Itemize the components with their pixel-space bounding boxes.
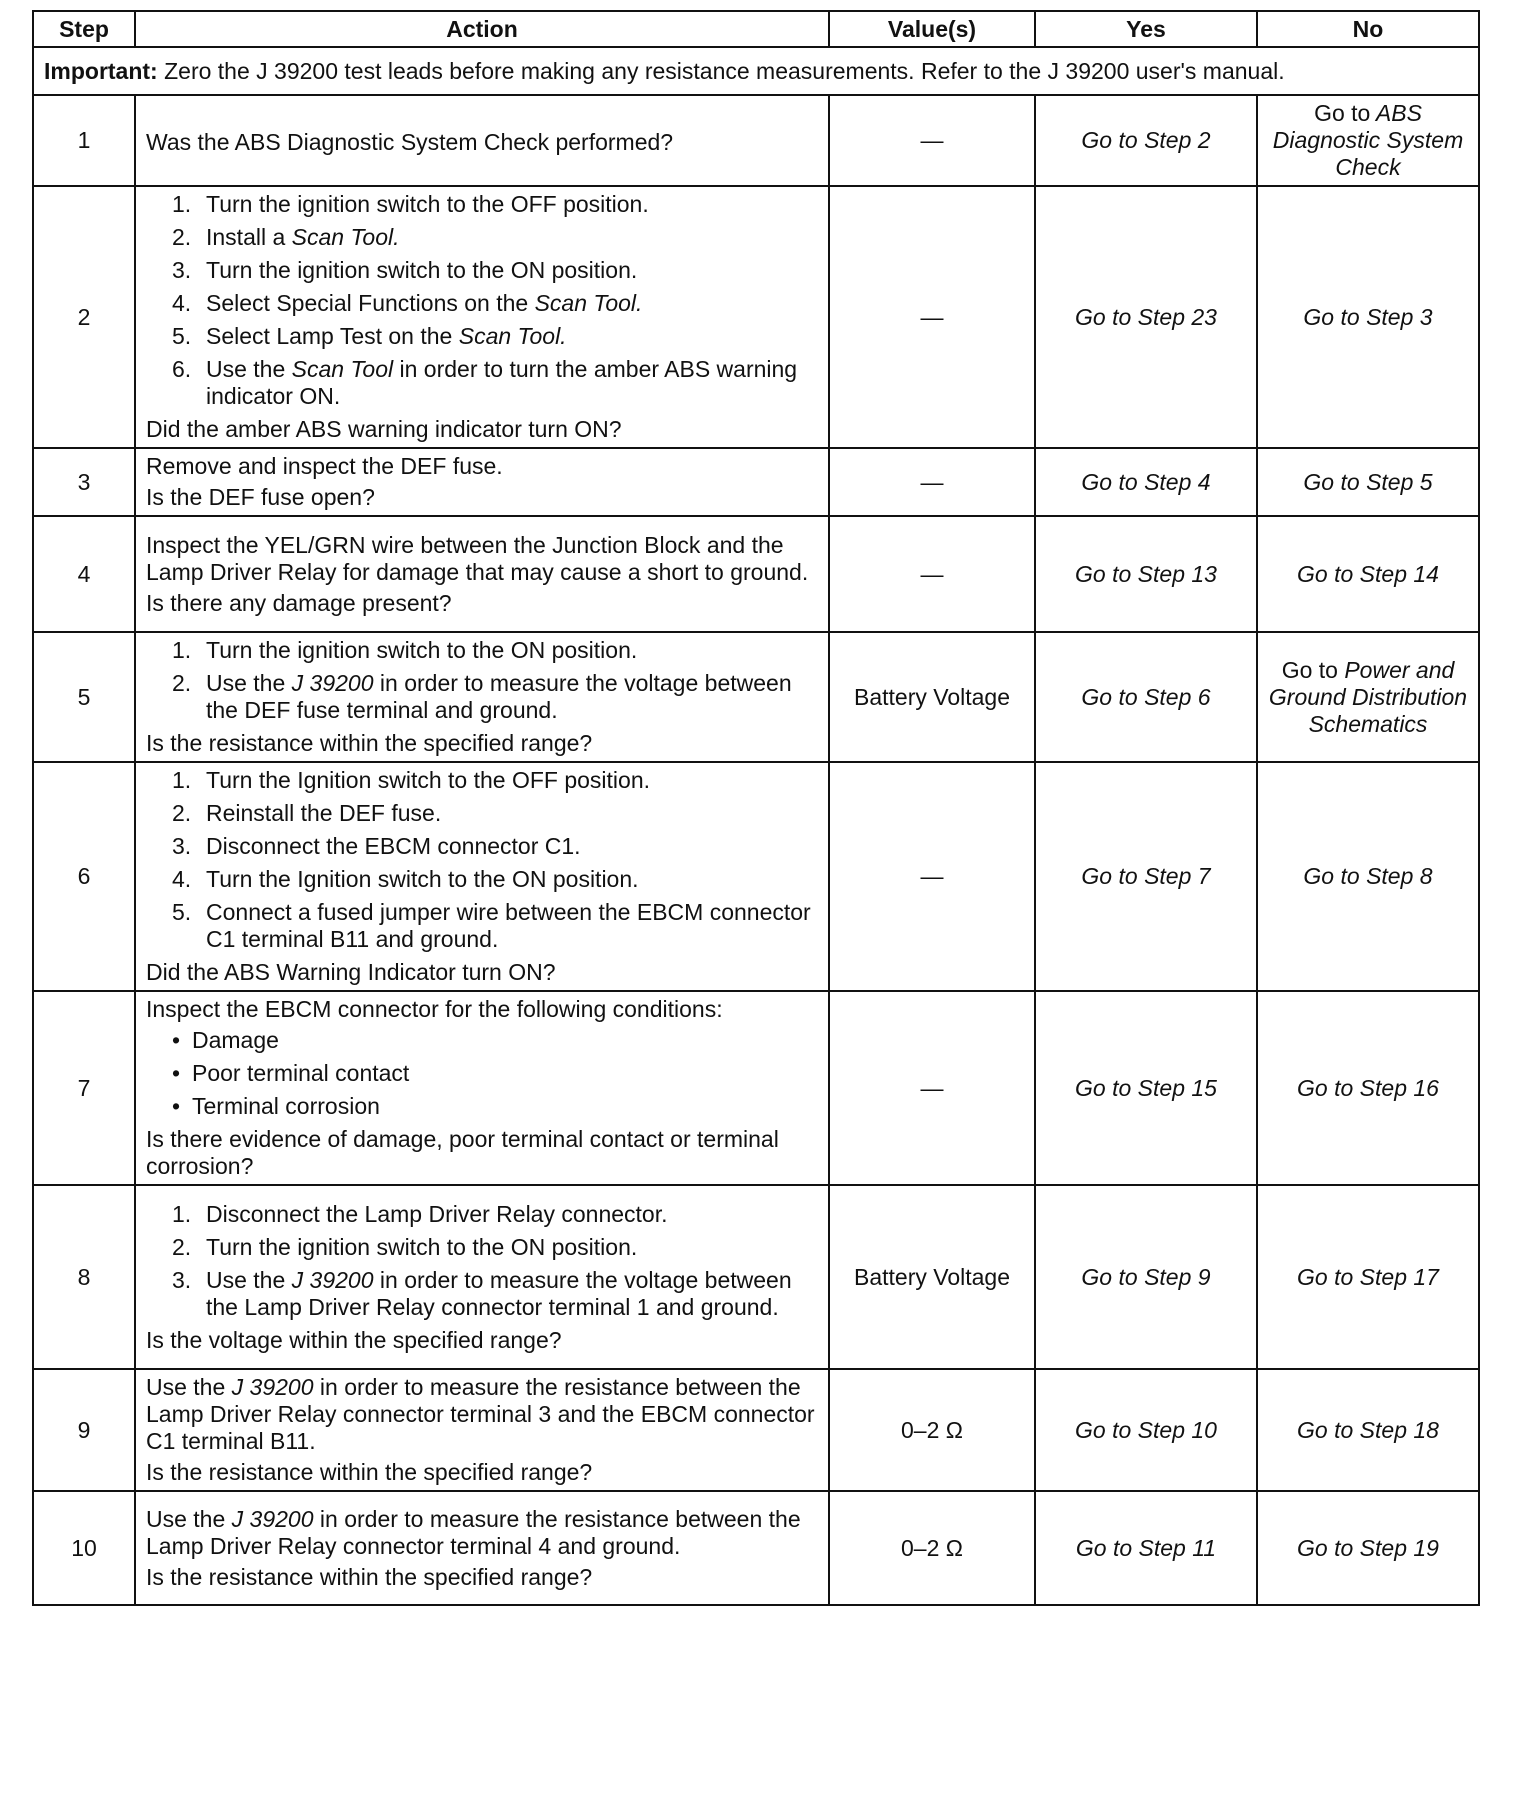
table-row: [33, 1185, 1479, 1369]
item-text: Turn the ignition switch to the ON position.: [206, 637, 638, 663]
procedure-list: [146, 1201, 818, 1321]
intro-text: in order to measure the resistance between the Lamp Driver Relay connector terminal 3 and the EBCM connector C1 terminal B11.: [146, 1374, 815, 1454]
action-question: Is the voltage within the specified range?: [146, 1326, 562, 1353]
diagnostic-table: [32, 10, 1480, 1606]
action-cell: [135, 516, 829, 632]
goto-target: Go to Step 8: [1303, 863, 1433, 889]
no-goto-link[interactable]: [1303, 469, 1432, 495]
action-question: Is the resistance within the specified range?: [146, 1459, 593, 1485]
table-row: [33, 186, 1479, 448]
item-number: 3.: [172, 257, 192, 283]
yes-goto-link[interactable]: Go to Step 11: [1075, 1534, 1217, 1561]
action-question: Is there evidence of damage, poor terminal contact or terminal corrosion?: [146, 1126, 779, 1179]
step-number: 3: [33, 448, 135, 516]
yes-cell: [1035, 632, 1257, 762]
procedure-item: [172, 866, 818, 893]
step-number: 10: [33, 1491, 135, 1605]
yes-cell: [1035, 1369, 1257, 1491]
action-intro: Remove and inspect the DEF fuse.: [146, 453, 503, 479]
yes-goto-link[interactable]: Go to Step 4: [1081, 468, 1211, 495]
yes-cell: [1035, 1185, 1257, 1369]
item-number: 4.: [172, 866, 192, 892]
step-number: 7: [33, 991, 135, 1185]
no-goto-link[interactable]: [1297, 1417, 1439, 1443]
action-cell: [135, 95, 829, 186]
no-cell: [1257, 1491, 1479, 1605]
goto-target: ABS Diagnostic System Check: [1272, 100, 1464, 180]
action-cell: [135, 1369, 829, 1491]
no-cell: [1257, 448, 1479, 516]
item-text: Turn the ignition switch to the OFF position.: [206, 191, 649, 217]
yes-goto-link[interactable]: Go to Step 2: [1081, 127, 1211, 153]
procedure-item: [172, 767, 818, 794]
yes-goto-link[interactable]: Go to Step 15: [1075, 1074, 1217, 1101]
item-text: Reinstall the DEF fuse.: [206, 800, 442, 826]
tool-name: J 39200: [291, 670, 374, 696]
item-number: 4.: [172, 290, 192, 316]
table-row: [33, 762, 1479, 991]
yes-goto-link[interactable]: Go to Step 9: [1081, 1263, 1211, 1290]
table-row: [33, 991, 1479, 1185]
action-intro: [146, 1506, 818, 1560]
action-question: Is the DEF fuse open?: [146, 484, 375, 510]
action-question: Did the ABS Warning Indicator turn ON?: [146, 959, 556, 985]
no-goto-link[interactable]: [1303, 304, 1432, 330]
table-row: [33, 516, 1479, 632]
procedure-item: [172, 833, 818, 860]
goto-target: Go to Step 14: [1297, 560, 1439, 587]
no-cell: [1257, 186, 1479, 448]
no-cell: [1257, 1369, 1479, 1491]
header-values: Value(s): [829, 11, 1035, 47]
goto-target: Go to Step 18: [1297, 1416, 1439, 1443]
value-cell: 0–2 Ω: [829, 1491, 1035, 1605]
goto-target: Go to Step 17: [1297, 1263, 1439, 1290]
item-text: Turn the ignition switch to the ON position.: [206, 1233, 638, 1260]
procedure-item: [172, 290, 818, 317]
condition-item: • Damage: [172, 1027, 818, 1054]
action-cell: [135, 991, 829, 1185]
procedure-item: [172, 1267, 818, 1321]
yes-cell: [1035, 448, 1257, 516]
no-cell: [1257, 1185, 1479, 1369]
goto-target: Power and Ground Distribution Schematics: [1268, 656, 1468, 737]
item-text: in order to measure the voltage between the Lamp Driver Relay connector terminal 1 and ground.: [206, 1266, 792, 1320]
item-number: 1.: [172, 637, 192, 663]
tool-name: J 39200: [291, 1266, 374, 1293]
action-question: Is the resistance within the specified range?: [146, 730, 593, 756]
step-number: 2: [33, 186, 135, 448]
no-goto-link[interactable]: [1297, 1075, 1439, 1101]
procedure-item: [172, 356, 818, 410]
value-cell: —: [829, 516, 1035, 632]
tool-name: Scan Tool.: [458, 323, 567, 349]
step-number: 9: [33, 1369, 135, 1491]
tool-name: Scan Tool: [291, 356, 394, 382]
action-question: Did the amber ABS warning indicator turn ON?: [146, 416, 622, 442]
item-text: Use the: [206, 1266, 286, 1293]
value-cell: 0–2 Ω: [829, 1369, 1035, 1491]
no-goto-link[interactable]: [1269, 657, 1467, 737]
no-goto-link[interactable]: [1297, 561, 1439, 587]
item-number: 1.: [172, 767, 192, 793]
item-text: Turn the ignition switch to the ON position.: [206, 257, 638, 283]
important-note-row: [33, 47, 1479, 95]
yes-cell: [1035, 186, 1257, 448]
table-row: [33, 1369, 1479, 1491]
procedure-item: [172, 1234, 818, 1261]
item-number: 3.: [172, 1266, 192, 1293]
procedure-list: [146, 767, 818, 953]
yes-goto-link[interactable]: Go to Step 6: [1081, 683, 1211, 710]
procedure-item: [172, 257, 818, 284]
header-yes: Yes: [1035, 11, 1257, 47]
action-cell: [135, 762, 829, 991]
value-cell: —: [829, 95, 1035, 186]
procedure-item: [172, 323, 818, 350]
tool-name: Scan Tool.: [291, 224, 400, 250]
item-number: 2.: [172, 224, 192, 250]
header-no: No: [1257, 11, 1479, 47]
yes-goto-link[interactable]: Go to Step 13: [1075, 560, 1217, 587]
item-text: in order to turn the amber ABS warning indicator ON.: [206, 356, 798, 409]
item-text: Use the: [206, 356, 286, 382]
step-number: 8: [33, 1185, 135, 1369]
intro-text: Use the: [146, 1505, 226, 1532]
item-number: 6.: [172, 356, 192, 382]
no-cell: [1257, 762, 1479, 991]
value-cell: —: [829, 991, 1035, 1185]
procedure-item: [172, 670, 818, 724]
step-number: 4: [33, 516, 135, 632]
tool-name: J 39200: [231, 1374, 314, 1400]
header-step: Step: [33, 11, 135, 47]
intro-text: Use the: [146, 1374, 226, 1400]
no-goto-link[interactable]: [1303, 863, 1432, 889]
header-row: [33, 11, 1479, 47]
item-text: Turn the Ignition switch to the ON position.: [206, 866, 639, 892]
action-cell: [135, 448, 829, 516]
step-number: 1: [33, 95, 135, 186]
action-cell: [135, 1491, 829, 1605]
condition-item: • Poor terminal contact: [172, 1060, 818, 1087]
tool-name: J 39200: [231, 1505, 314, 1532]
value-cell: —: [829, 448, 1035, 516]
action-cell: [135, 1185, 829, 1369]
procedure-item: [172, 1201, 818, 1228]
no-cell: [1257, 95, 1479, 186]
important-text: Zero the J 39200 test leads before making any resistance measurements. Refer to the J 39200 user's manual.: [164, 57, 1285, 84]
item-text: Use the: [206, 670, 286, 696]
goto-target: Go to Step 3: [1303, 303, 1433, 330]
item-number: 1.: [172, 1200, 192, 1227]
item-text: Connect a fused jumper wire between the EBCM connector C1 terminal B11 and ground.: [206, 899, 811, 952]
goto-target: Go to Step 16: [1297, 1074, 1439, 1101]
goto-prefix: Go to: [1281, 656, 1338, 683]
yes-goto-link[interactable]: Go to Step 23: [1075, 303, 1217, 330]
step-number: 6: [33, 762, 135, 991]
item-number: 5.: [172, 323, 192, 349]
item-number: 1.: [172, 191, 192, 217]
procedure-item: [172, 224, 818, 251]
item-number: 2.: [172, 1233, 192, 1260]
value-cell: Battery Voltage: [829, 1185, 1035, 1369]
action-question: Was the ABS Diagnostic System Check performed?: [146, 129, 674, 155]
yes-goto-link[interactable]: Go to Step 7: [1081, 863, 1211, 889]
item-text: in order to measure the voltage between the DEF fuse terminal and ground.: [206, 670, 792, 723]
condition-list: [146, 1027, 818, 1120]
item-number: 5.: [172, 899, 192, 925]
yes-cell: [1035, 516, 1257, 632]
yes-cell: [1035, 1491, 1257, 1605]
step-number: 5: [33, 632, 135, 762]
yes-cell: [1035, 762, 1257, 991]
tool-name: Scan Tool.: [534, 290, 643, 316]
action-intro: [146, 1374, 818, 1455]
action-cell: [135, 632, 829, 762]
no-cell: [1257, 991, 1479, 1185]
procedure-list: [146, 637, 818, 724]
procedure-item: [172, 637, 818, 664]
important-note: [33, 47, 1479, 95]
item-text: Turn the Ignition switch to the OFF position.: [206, 767, 651, 793]
yes-cell: [1035, 95, 1257, 186]
value-cell: —: [829, 186, 1035, 448]
item-number: 2.: [172, 800, 192, 826]
item-text: Disconnect the EBCM connector C1.: [206, 833, 581, 859]
goto-prefix: Go to: [1314, 100, 1371, 126]
table-row: [33, 448, 1479, 516]
procedure-item: [172, 800, 818, 827]
goto-target: Go to Step 5: [1303, 468, 1433, 495]
item-text: Install a: [206, 224, 286, 250]
item-number: 3.: [172, 833, 192, 859]
no-goto-link[interactable]: [1297, 1535, 1439, 1561]
value-cell: Battery Voltage: [829, 632, 1035, 762]
header-action: Action: [135, 11, 829, 47]
table-row: [33, 95, 1479, 186]
important-label: Important:: [44, 57, 158, 84]
action-intro: Inspect the EBCM connector for the following conditions:: [146, 996, 723, 1022]
procedure-item: [172, 899, 818, 953]
item-text: Select Lamp Test on the: [206, 323, 453, 349]
value-cell: —: [829, 762, 1035, 991]
item-text: Disconnect the Lamp Driver Relay connector.: [206, 1200, 668, 1227]
procedure-item: [172, 191, 818, 218]
action-cell: [135, 186, 829, 448]
table-row: [33, 1491, 1479, 1605]
no-cell: [1257, 632, 1479, 762]
procedure-list: [146, 191, 818, 410]
yes-goto-link[interactable]: Go to Step 10: [1075, 1416, 1217, 1443]
yes-cell: [1035, 991, 1257, 1185]
action-question: Is the resistance within the specified range?: [146, 1563, 593, 1590]
table-row: [33, 632, 1479, 762]
action-question: Is there any damage present?: [146, 589, 452, 616]
no-cell: [1257, 516, 1479, 632]
goto-target: Go to Step 19: [1297, 1534, 1439, 1561]
no-goto-link[interactable]: [1273, 100, 1463, 180]
condition-item: • Terminal corrosion: [172, 1093, 818, 1120]
item-text: Select Special Functions on the: [206, 290, 529, 316]
item-number: 2.: [172, 670, 192, 696]
action-intro: Inspect the YEL/GRN wire between the Junction Block and the Lamp Driver Relay for damage that may cause a short to ground.: [146, 531, 809, 585]
intro-text: in order to measure the resistance between the Lamp Driver Relay connector terminal 4 and ground.: [146, 1505, 801, 1559]
no-goto-link[interactable]: [1297, 1264, 1439, 1290]
